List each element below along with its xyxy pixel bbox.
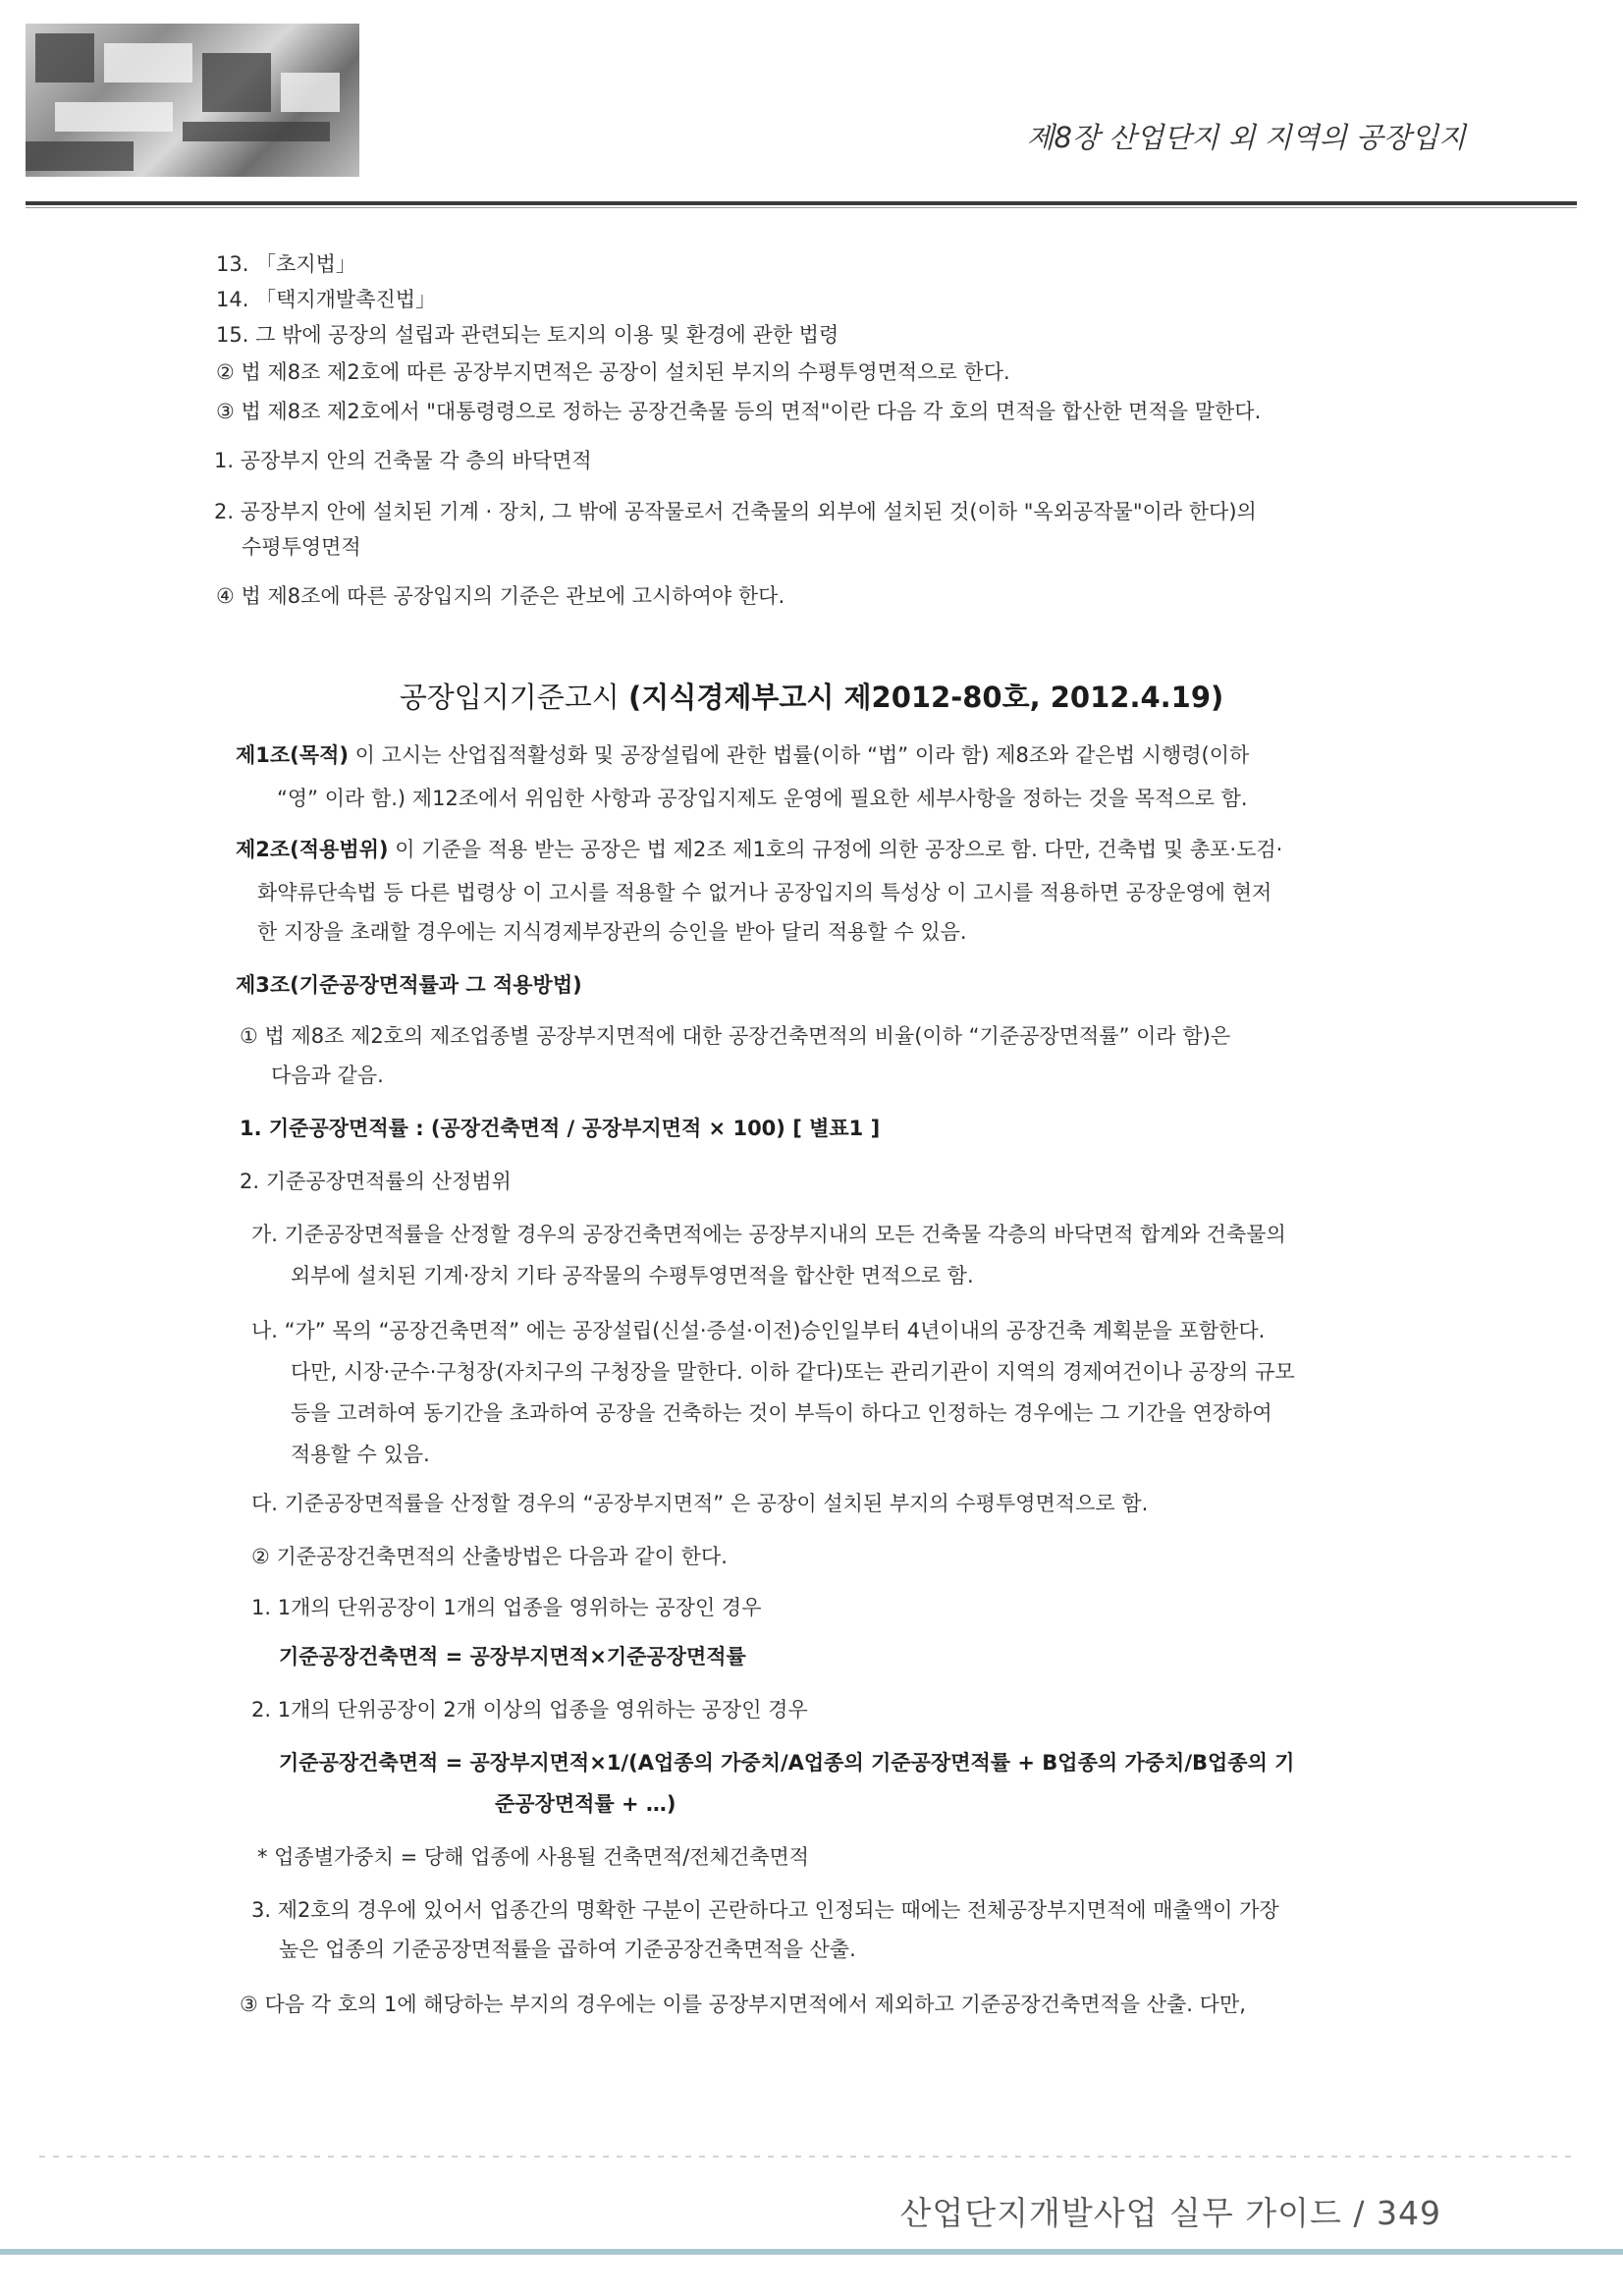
text-line: ③ 다음 각 호의 1에 해당하는 부지의 경우에는 이를 공장부지면적에서 제외하고 기준공장건축면적을 산출. 다만,	[240, 1993, 1246, 2016]
text-line: 수평투영면적	[242, 535, 361, 559]
text-line: 등을 고려하여 동기간을 초과하여 공장을 건축하는 것이 부득이 하다고 인정하는 경우에는 그 기간을 연장하여	[291, 1401, 1272, 1425]
formula-line: 기준공장건축면적 = 공장부지면적×기준공장면적률	[279, 1645, 746, 1668]
text-line: 화약류단속법 등 다른 법령상 이 고시를 적용할 수 없거나 공장입지의 특성상 이 고시를 적용하면 공장운영에 현저	[257, 881, 1272, 904]
text-line: 가. 기준공장면적률을 산정할 경우의 공장건축면적에는 공장부지내의 모든 건축물 각층의 바닥면적 합계와 건축물의	[251, 1223, 1286, 1246]
text-line: ② 기준공장건축면적의 산출방법은 다음과 같이 한다.	[251, 1545, 728, 1568]
article-2: 제2조(적용범위) 이 기준을 적용 받는 공장은 법 제2조 제1호의 규정에 의한 공장으로 함. 다만, 건축법 및 총포·도검·	[236, 838, 1283, 861]
notice-title	[0, 676, 1623, 716]
footer-page-label: 산업단지개발사업 실무 가이드 / 349	[899, 2194, 1441, 2232]
text-line: 다음과 같음.	[271, 1064, 384, 1087]
chapter-title: 제8장 산업단지 외 지역의 공장입지	[1026, 121, 1466, 154]
text-line: 14. 「택지개발촉진법」	[216, 288, 437, 311]
formula-line: 기준공장건축면적 = 공장부지면적×1/(A업종의 가중치/A업종의 기준공장면적률 + B업종의 가중치/B업종의 기	[279, 1751, 1295, 1775]
text-line: 다만, 시장·군수·구청장(자치구의 구청장을 말한다. 이하 같다)또는 관리기관이 지역의 경제여건이나 공장의 규모	[291, 1360, 1295, 1384]
text-line: ② 법 제8조 제2호에 따른 공장부지면적은 공장이 설치된 부지의 수평투영면적으로 한다.	[216, 360, 1010, 384]
text-line: 3. 제2호의 경우에 있어서 업종간의 명확한 구분이 곤란하다고 인정되는 때에는 전체공장부지면적에 매출액이 가장	[251, 1898, 1279, 1922]
text-line: ④ 법 제8조에 따른 공장입지의 기준은 관보에 고시하여야 한다.	[216, 584, 785, 608]
formula-line: 준공장면적률 + …)	[495, 1792, 676, 1816]
text-line: 한 지장을 초래할 경우에는 지식경제부장관의 승인을 받아 달리 적용할 수 있음.	[257, 920, 967, 944]
text-line: 2. 기준공장면적률의 산정범위	[240, 1170, 512, 1193]
article-1: 제1조(목적) 이 고시는 산업집적활성화 및 공장설립에 관한 법률(이하 “법” 이라 함) 제8조와 같은법 시행령(이하	[236, 743, 1250, 767]
footer-rule	[0, 2249, 1623, 2255]
header-rule-thin	[26, 207, 1577, 208]
formula-line: 1. 기준공장면적률 : (공장건축면적 / 공장부지면적 × 100) [ 별표1 ]	[240, 1117, 881, 1140]
footer-divider	[39, 2156, 1571, 2158]
text-line: ① 법 제8조 제2호의 제조업종별 공장부지면적에 대한 공장건축면적의 비율(이하 “기준공장면적률” 이라 함)은	[240, 1024, 1231, 1048]
header-photo	[26, 24, 359, 177]
notice-title-main: 공장입지기준고시	[399, 681, 629, 714]
text-line: “영” 이라 함.) 제12조에서 위임한 사항과 공장입지제도 운영에 필요한 세부사항을 정하는 것을 목적으로 함.	[277, 787, 1248, 810]
text-line: * 업종별가중치 = 당해 업종에 사용될 건축면적/전체건축면적	[257, 1845, 810, 1869]
text-line: 나. “가” 목의 “공장건축면적” 에는 공장설립(신설·증설·이전)승인일부터 4년이내의 공장건축 계획분을 포함한다.	[251, 1319, 1266, 1342]
header-rule	[26, 201, 1577, 205]
text-line: 높은 업종의 기준공장면적률을 곱하여 기준공장건축면적을 산출.	[279, 1938, 856, 1961]
notice-title-citation: (지식경제부고시 제2012-80호, 2012.4.19)	[628, 681, 1224, 714]
text-line: 13. 「초지법」	[216, 252, 356, 276]
text-line: 다. 기준공장면적률을 산정할 경우의 “공장부지면적” 은 공장이 설치된 부지의 수평투영면적으로 함.	[251, 1492, 1149, 1515]
text-line: 2. 공장부지 안에 설치된 기계 · 장치, 그 밖에 공작물로서 건축물의 외부에 설치된 것(이하 "옥외공작물"이라 한다)의	[214, 500, 1257, 523]
article-3: 제3조(기준공장면적률과 그 적용방법)	[236, 973, 582, 997]
text-line: 1. 공장부지 안의 건축물 각 층의 바닥면적	[214, 449, 592, 472]
text-line: 1. 1개의 단위공장이 1개의 업종을 영위하는 공장인 경우	[251, 1596, 762, 1619]
text-line: 15. 그 밖에 공장의 설립과 관련되는 토지의 이용 및 환경에 관한 법령	[216, 323, 839, 347]
text-line: 외부에 설치된 기계·장치 기타 공작물의 수평투영면적을 합산한 면적으로 함.	[291, 1264, 974, 1287]
text-line: 적용할 수 있음.	[291, 1443, 430, 1466]
text-line: ③ 법 제8조 제2호에서 "대통령령으로 정하는 공장건축물 등의 면적"이란 다음 각 호의 면적을 합산한 면적을 말한다.	[216, 400, 1262, 423]
text-line: 2. 1개의 단위공장이 2개 이상의 업종을 영위하는 공장인 경우	[251, 1698, 808, 1722]
